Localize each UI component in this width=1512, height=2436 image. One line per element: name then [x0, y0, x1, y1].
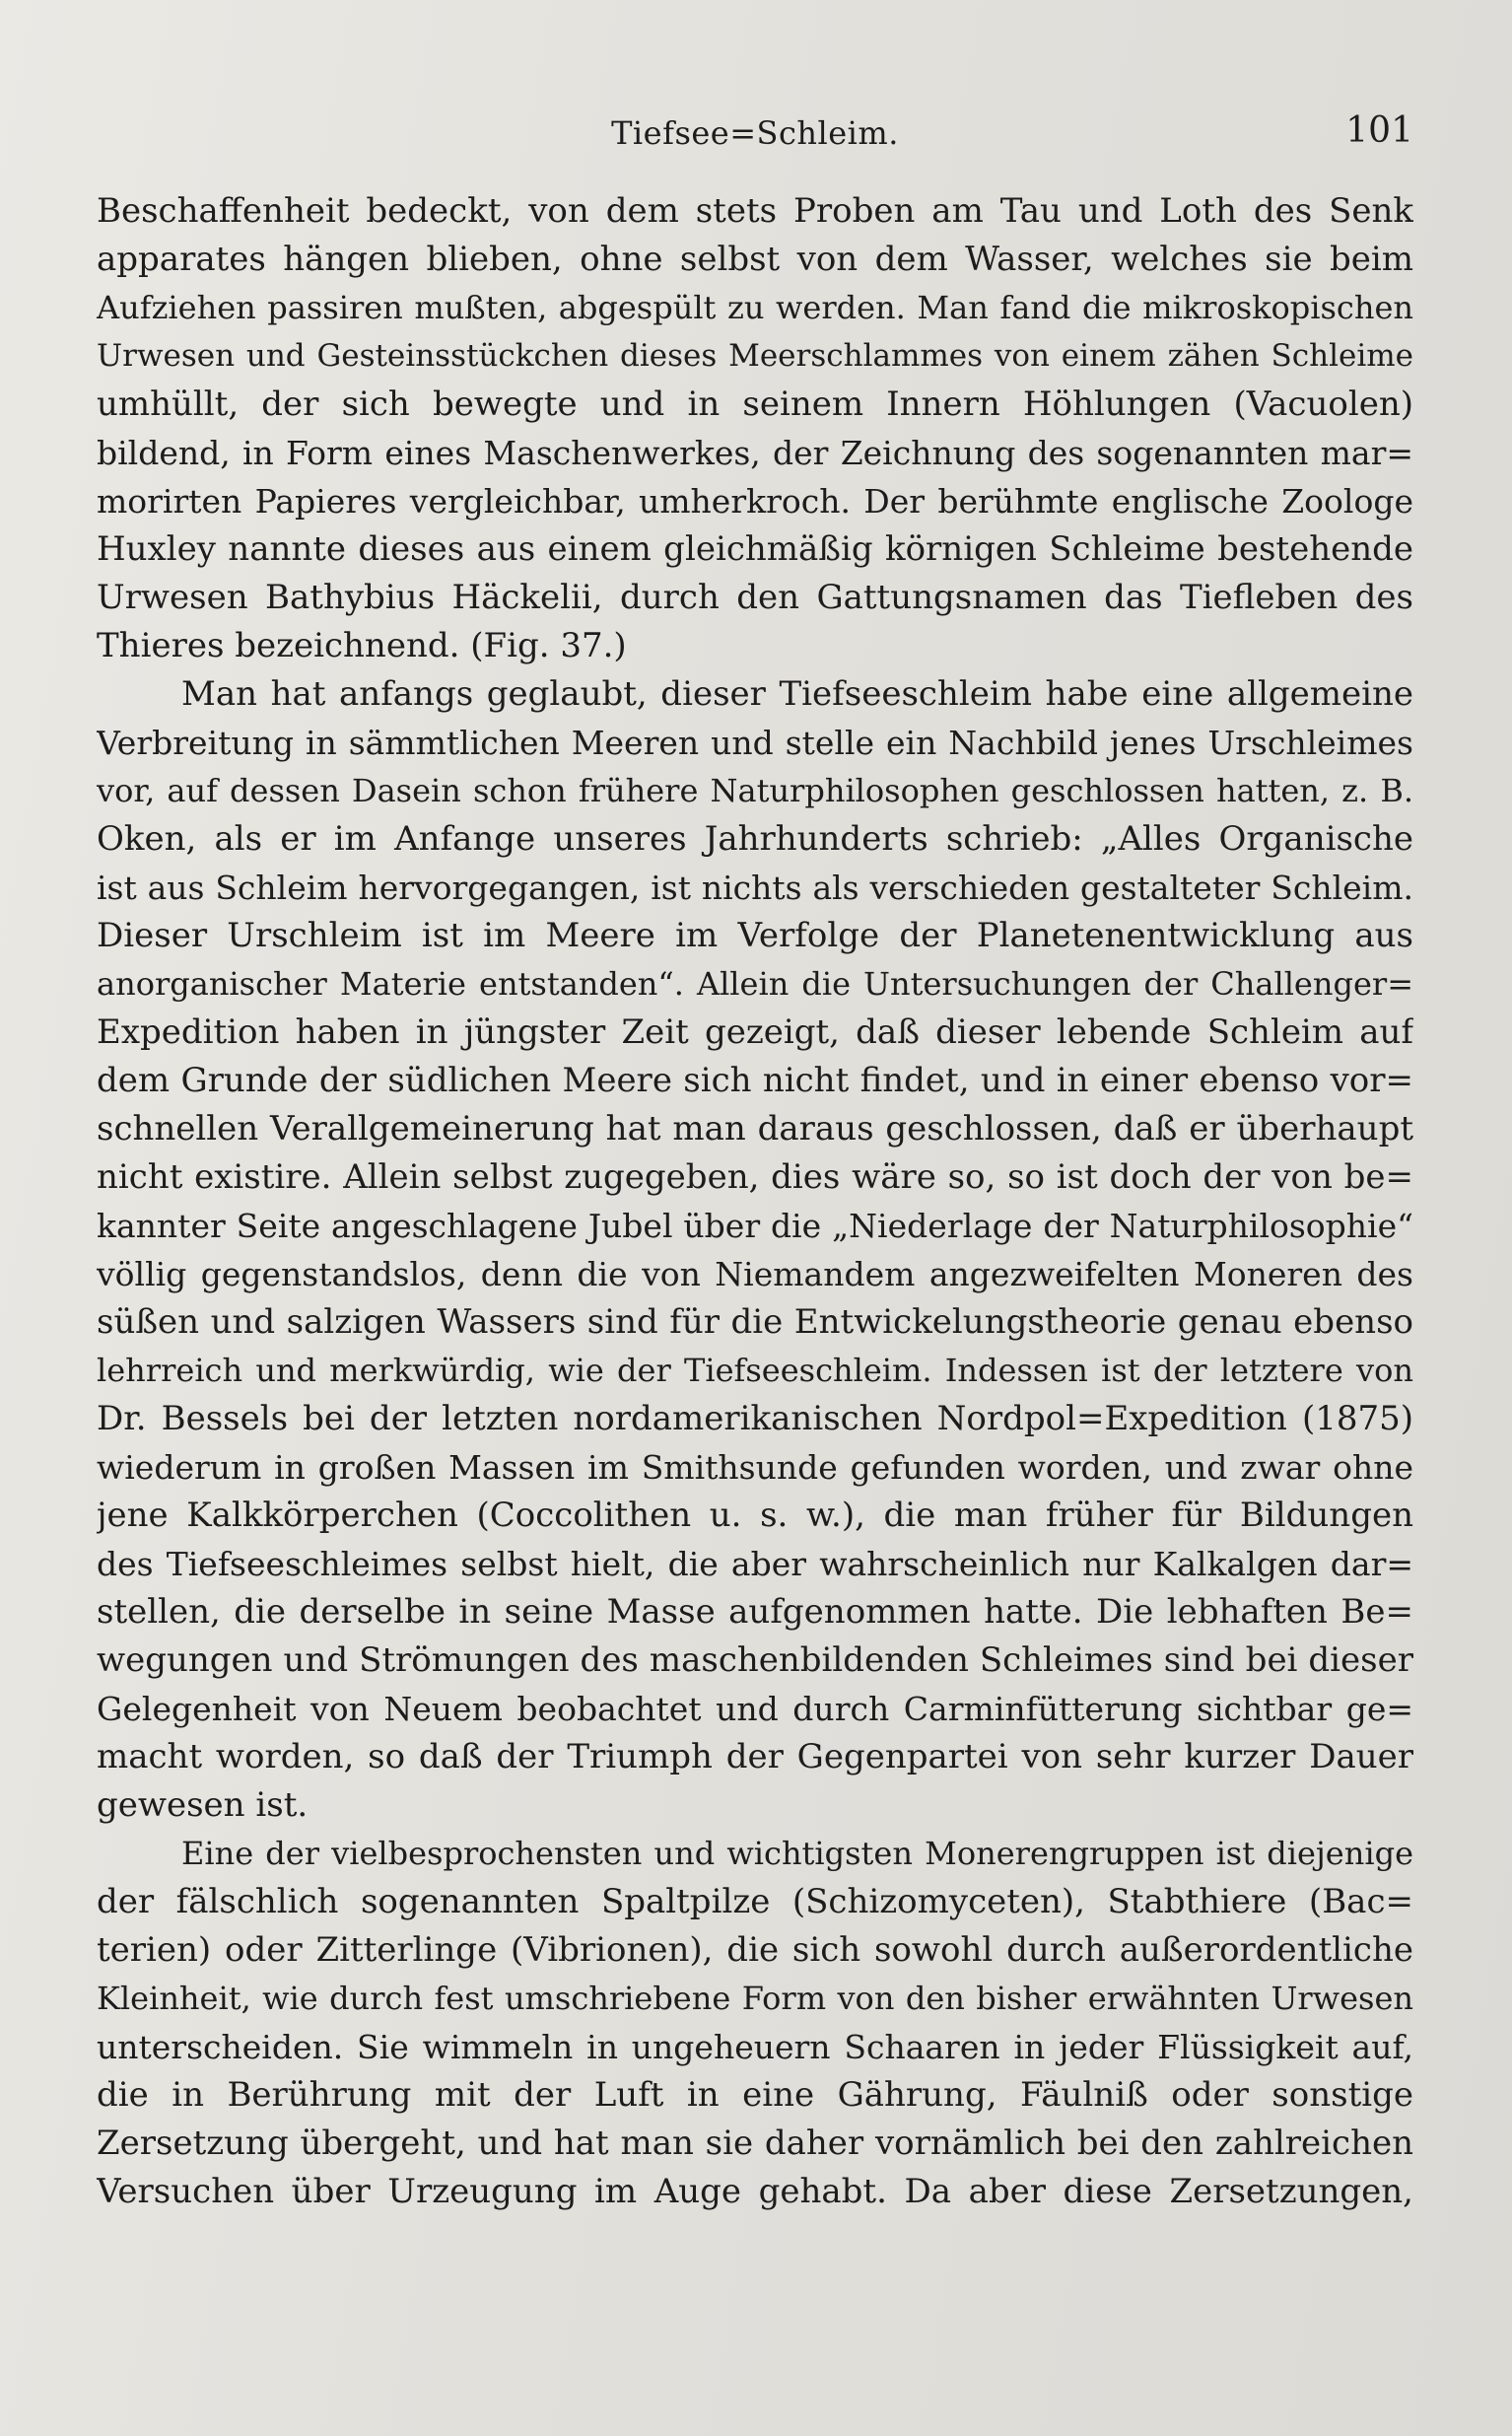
- text-line: Verbreitung in sämmtlichen Meeren und stelle ein Nachbild jenes Urschleimes: [97, 724, 1413, 762]
- text-line: wiederum in großen Massen im Smithsunde gefunden worden, und zwar ohne: [97, 1448, 1413, 1487]
- text-line: wegungen und Strömungen des maschenbildenden Schleimes sind bei dieser: [97, 1640, 1413, 1680]
- text-line: Dr. Bessels bei der letzten nordamerikanischen Nordpol=Expedition (1875): [97, 1399, 1413, 1438]
- text-line: der fälschlich sogenannten Spaltpilze (Schizomyceten), Stabthiere (Bac=: [97, 1882, 1413, 1921]
- text-line: macht worden, so daß der Triumph der Gegenpartei von sehr kurzer Dauer: [97, 1737, 1413, 1776]
- text-line: kannter Seite angeschlagene Jubel über die „Niederlage der Naturphilosophie“: [97, 1207, 1413, 1245]
- text-line: dem Grunde der südlichen Meere sich nicht findet, und in einer ebenso vor=: [97, 1061, 1413, 1100]
- text-line: die in Berührung mit der Luft in eine Gährung, Fäulniß oder sonstige: [97, 2075, 1413, 2115]
- text-line: anorganischer Materie entstanden“. Allein die Untersuchungen der Challenger=: [97, 965, 1413, 1003]
- text-line: Zersetzung übergeht, und hat man sie daher vornämlich bei den zahlreichen: [97, 2123, 1413, 2163]
- text-line: Beschaffenheit bedeckt, von dem stets Proben am Tau und Loth des Senk: [97, 191, 1413, 231]
- text-line: vor, auf dessen Dasein schon frühere Naturphilosophen geschlossen hatten, z. B.: [97, 772, 1413, 809]
- text-line: schnellen Verallgemeinerung hat man daraus geschlossen, daß er überhaupt: [97, 1109, 1413, 1148]
- text-line: des Tiefseeschleimes selbst hielt, die aber wahrscheinlich nur Kalkalgen dar=: [97, 1545, 1413, 1583]
- text-line: Man hat anfangs geglaubt, dieser Tiefseeschleim habe eine allgemeine: [181, 674, 1413, 714]
- text-line: apparates hängen blieben, ohne selbst von dem Wasser, welches sie beim: [97, 240, 1413, 279]
- text-line: unterscheiden. Sie wimmeln in ungeheuern Schaaren in jeder Flüssigkeit auf,: [97, 2028, 1413, 2066]
- body-text: [97, 187, 1413, 2216]
- page-header: [97, 106, 1413, 166]
- text-line: Urwesen Bathybius Häckelii, durch den Gattungsnamen das Tiefleben des: [97, 578, 1413, 617]
- text-line: lehrreich und merkwürdig, wie der Tiefseeschleim. Indessen ist der letztere von: [97, 1352, 1413, 1389]
- text-line: umhüllt, der sich bewegte und in seinem Innern Höhlungen (Vacuolen): [97, 384, 1413, 424]
- text-line: Expedition haben in jüngster Zeit gezeigt, daß dieser lebende Schleim auf: [97, 1012, 1413, 1052]
- text-line: Oken, als er im Anfange unseres Jahrhunderts schrieb: „Alles Organische: [97, 819, 1413, 859]
- text-line: Thieres bezeichnend. (Fig. 37.): [97, 626, 627, 665]
- text-line: Huxley nannte dieses aus einem gleichmäßig körnigen Schleime bestehende: [97, 529, 1413, 569]
- text-line: Urwesen und Gesteinsstückchen dieses Meerschlammes von einem zähen Schleime: [97, 338, 1413, 374]
- text-line: jene Kalkkörperchen (Coccolithen u. s. w.), die man früher für Bildungen: [97, 1496, 1413, 1535]
- text-line: Gelegenheit von Neuem beobachtet und durch Carminfütterung sichtbar ge=: [97, 1690, 1413, 1728]
- text-line: Aufziehen passiren mußten, abgespült zu werden. Man fand die mikroskopischen: [97, 289, 1413, 326]
- text-line: nicht existire. Allein selbst zugegeben, dies wäre so, so ist doch der von be=: [97, 1157, 1413, 1197]
- text-line: stellen, die derselbe in seine Masse aufgenommen hatte. Die lebhaften Be=: [97, 1592, 1413, 1632]
- text-line: gewesen ist.: [97, 1785, 309, 1825]
- text-line: Kleinheit, wie durch fest umschriebene Form von den bisher erwähnten Urwesen: [97, 1980, 1413, 2017]
- text-line: Dieser Urschleim ist im Meere im Verfolge der Planetenentwicklung aus: [97, 916, 1413, 955]
- text-line: ist aus Schleim hervorgegangen, ist nichts als verschieden gestalteter Schleim.: [97, 869, 1413, 907]
- text-line: Eine der vielbesprochensten und wichtigsten Monerengruppen ist diejenige: [181, 1835, 1413, 1872]
- page-number: 101: [1345, 110, 1413, 151]
- running-title: Tiefsee=Schleim.: [611, 114, 899, 152]
- text-line: süßen und salzigen Wassers sind für die Entwickelungstheorie genau ebenso: [97, 1302, 1413, 1342]
- text-line: terien) oder Zitterlinge (Vibrionen), die sich sowohl durch außerordentliche: [97, 1930, 1413, 1970]
- text-line: bildend, in Form eines Maschenwerkes, der Zeichnung des sogenannten mar=: [97, 434, 1413, 472]
- text-line: völlig gegenstandslos, denn die von Niemandem angezweifelten Moneren des: [97, 1255, 1413, 1293]
- text-line: Versuchen über Urzeugung im Auge gehabt. Da aber diese Zersetzungen,: [97, 2172, 1413, 2211]
- text-line: morirten Papieres vergleichbar, umherkroch. Der berühmte englische Zoologe: [97, 482, 1413, 521]
